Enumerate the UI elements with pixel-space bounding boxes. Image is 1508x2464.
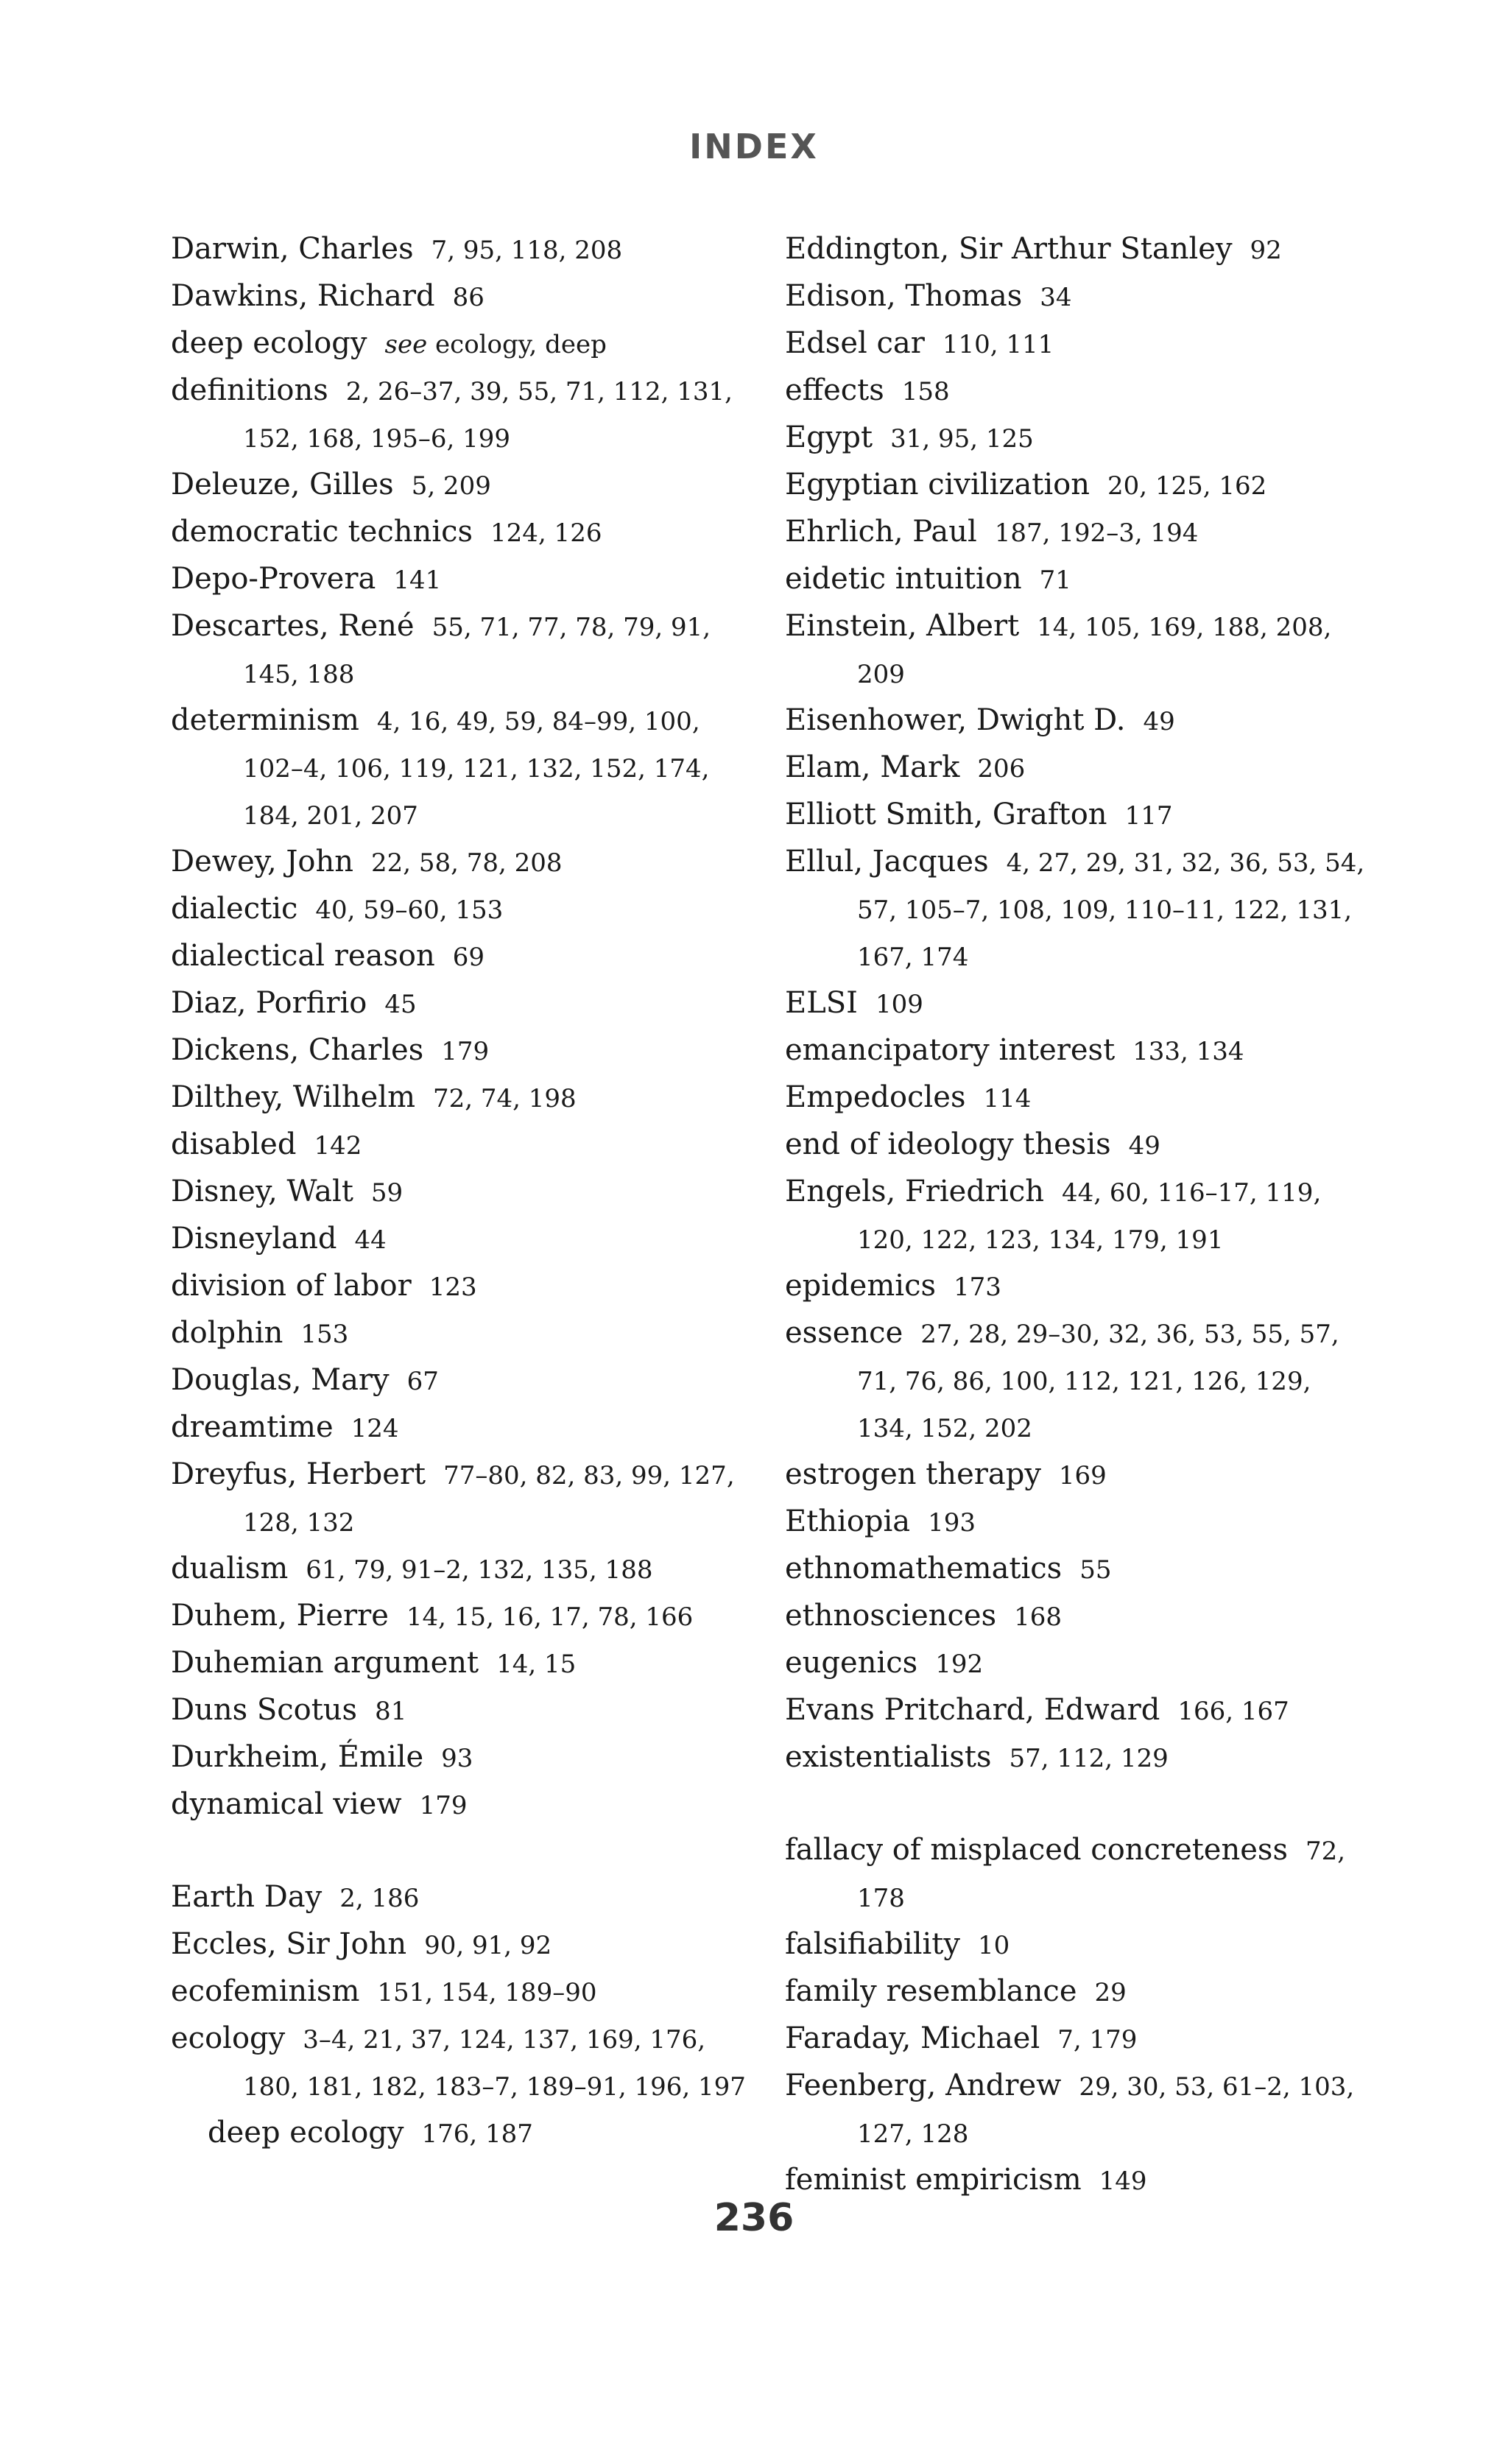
- index-pages: 81: [375, 1697, 407, 1726]
- index-pages: 29: [1094, 1978, 1127, 2007]
- index-column-right: [785, 226, 1374, 2204]
- index-term: Egyptian civilization: [785, 468, 1091, 501]
- index-entry: [171, 462, 760, 509]
- index-pages: 114: [983, 1084, 1032, 1113]
- index-pages: 86: [452, 283, 485, 312]
- index-term: eugenics: [785, 1646, 918, 1680]
- index-pages: 90, 91, 92: [424, 1931, 552, 1960]
- index-term: family resemblance: [785, 1974, 1077, 2008]
- index-term: effects: [785, 373, 884, 407]
- index-pages: 2, 26–37, 39, 55, 71, 112, 131, 152, 168, 195–6, 199: [243, 377, 733, 454]
- index-term: Faraday, Michael: [785, 2021, 1040, 2055]
- index-pages: 151, 154, 189–90: [377, 1978, 597, 2007]
- index-term: Duhem, Pierre: [171, 1599, 389, 1633]
- index-entry: [785, 1546, 1374, 1593]
- index-entry: [171, 1404, 760, 1451]
- index-pages: 169: [1058, 1461, 1107, 1490]
- index-entry: [785, 1310, 1374, 1451]
- index-entry: [785, 226, 1374, 273]
- index-term: Dilthey, Wilhelm: [171, 1080, 416, 1114]
- index-term: ecofeminism: [171, 1974, 360, 2008]
- index-term: Duns Scotus: [171, 1693, 358, 1727]
- index-pages: 176, 187: [421, 2119, 533, 2149]
- index-entry: [171, 509, 760, 556]
- page-number: 236: [714, 2196, 794, 2240]
- index-entry: [171, 2016, 760, 2110]
- index-term: ethnosciences: [785, 1599, 997, 1633]
- index-entry: [785, 1074, 1374, 1122]
- index-entry: [171, 839, 760, 886]
- index-entry: [171, 1027, 760, 1074]
- index-term: Dickens, Charles: [171, 1033, 424, 1067]
- index-term: Eddington, Sir Arthur Stanley: [785, 232, 1233, 266]
- index-entry: [785, 1827, 1374, 1921]
- index-term: Feenberg, Andrew: [785, 2069, 1062, 2102]
- index-entry: [785, 2063, 1374, 2157]
- index-column-left: [171, 226, 760, 2157]
- index-term: Dawkins, Richard: [171, 279, 435, 313]
- index-pages: 4, 16, 49, 59, 84–99, 100, 102–4, 106, 119, 121, 132, 152, 174, 184, 201, 207: [243, 707, 710, 831]
- index-term: dynamical view: [171, 1787, 402, 1821]
- index-term: Egypt: [785, 420, 873, 454]
- index-pages: 153: [300, 1320, 349, 1349]
- index-entry: [785, 367, 1374, 415]
- index-term: Einstein, Albert: [785, 609, 1020, 643]
- index-pages: 93: [441, 1744, 473, 1773]
- index-entry: [785, 1734, 1374, 1781]
- index-entry: [171, 1310, 760, 1357]
- index-term: Eisenhower, Dwight D.: [785, 703, 1126, 737]
- index-term: determinism: [171, 703, 359, 737]
- index-entry: [785, 1027, 1374, 1074]
- index-term: eidetic intuition: [785, 562, 1022, 596]
- index-pages: 192: [935, 1650, 984, 1679]
- index-entry: [171, 1968, 760, 2016]
- index-term: Ellul, Jacques: [785, 845, 989, 879]
- index-term: Duhemian argument: [171, 1646, 479, 1680]
- index-pages: 20, 125, 162: [1107, 471, 1267, 501]
- index-pages: 3–4, 21, 37, 124, 137, 169, 176, 180, 181, 182, 183–7, 189–91, 196, 197: [243, 2025, 746, 2102]
- index-pages: 55, 71, 77, 78, 79, 91, 145, 188: [243, 613, 711, 689]
- index-pages: 55: [1079, 1555, 1112, 1585]
- index-entry: [171, 1734, 760, 1781]
- index-pages: 123: [429, 1273, 477, 1302]
- index-entry: [171, 1216, 760, 1263]
- index-pages: 27, 28, 29–30, 32, 36, 53, 55, 57, 71, 76, 86, 100, 112, 121, 126, 129, 134, 152, 202: [857, 1320, 1339, 1443]
- index-pages: 69: [452, 943, 485, 972]
- index-entry: [171, 1169, 760, 1216]
- index-entry: [785, 556, 1374, 603]
- index-term: Edsel car: [785, 326, 925, 360]
- index-term: Elam, Mark: [785, 750, 960, 784]
- index-term: Engels, Friedrich: [785, 1175, 1045, 1208]
- index-entry: [171, 320, 760, 367]
- index-pages: 45: [384, 990, 417, 1019]
- index-entry: [171, 556, 760, 603]
- index-term: definitions: [171, 373, 328, 407]
- index-entry: [785, 273, 1374, 320]
- index-entry: [171, 1074, 760, 1122]
- index-term: Evans Pritchard, Edward: [785, 1693, 1160, 1727]
- index-entry: [171, 367, 760, 462]
- index-pages: 173: [954, 1273, 1001, 1302]
- index-term: Douglas, Mary: [171, 1363, 390, 1397]
- index-pages: 72, 178: [857, 1837, 1346, 1913]
- index-see-label: see: [384, 330, 428, 359]
- index-pages: 7, 95, 118, 208: [431, 236, 623, 265]
- index-entry: [171, 603, 760, 697]
- index-entry: [171, 273, 760, 320]
- index-pages: 206: [977, 754, 1026, 784]
- index-pages: 44, 60, 116–17, 119, 120, 122, 123, 134, 179, 191: [857, 1178, 1322, 1255]
- index-entry: [785, 1263, 1374, 1310]
- index-pages: 179: [441, 1037, 490, 1066]
- index-term: Dreyfus, Herbert: [171, 1457, 426, 1491]
- index-entry: [171, 980, 760, 1027]
- index-term: Darwin, Charles: [171, 232, 414, 266]
- index-term: deep ecology: [171, 326, 367, 360]
- index-entry: [785, 1122, 1374, 1169]
- index-term: Disneyland: [171, 1222, 337, 1256]
- index-entry: [171, 933, 760, 980]
- index-term: dialectic: [171, 892, 298, 926]
- index-entry: [171, 226, 760, 273]
- index-pages: 109: [875, 990, 923, 1019]
- index-pages: 22, 58, 78, 208: [371, 848, 563, 878]
- index-entry: [171, 1874, 760, 1921]
- index-pages: 49: [1128, 1131, 1160, 1161]
- index-pages: 67: [406, 1367, 439, 1396]
- index-pages: 57, 112, 129: [1009, 1744, 1169, 1773]
- index-term: Ethiopia: [785, 1504, 911, 1538]
- index-entry: [785, 1499, 1374, 1546]
- index-term: disabled: [171, 1127, 297, 1161]
- index-term: Empedocles: [785, 1080, 966, 1114]
- index-entry: [785, 839, 1374, 980]
- index-pages: 124: [350, 1414, 399, 1443]
- index-pages: 5, 209: [411, 471, 491, 501]
- index-pages: 110, 111: [942, 330, 1054, 359]
- index-term: Earth Day: [171, 1880, 323, 1914]
- index-term: Disney, Walt: [171, 1175, 353, 1208]
- index-term: estrogen therapy: [785, 1457, 1041, 1491]
- index-pages: 92: [1250, 236, 1282, 265]
- index-term: fallacy of misplaced concreteness: [785, 1833, 1288, 1867]
- index-pages: 193: [928, 1508, 976, 1538]
- index-pages: 31, 95, 125: [890, 424, 1034, 454]
- index-pages: 10: [977, 1931, 1010, 1960]
- index-entry: [785, 1921, 1374, 1968]
- index-pages: 149: [1099, 2166, 1147, 2196]
- index-entry: [785, 792, 1374, 839]
- index-term: Diaz, Porfirio: [171, 986, 367, 1020]
- index-term: deep ecology: [208, 2116, 404, 2150]
- index-entry: [171, 1451, 760, 1546]
- index-entry: [171, 1687, 760, 1734]
- index-pages: 49: [1143, 707, 1175, 736]
- index-pages: 72, 74, 198: [433, 1084, 577, 1113]
- index-entry: [171, 1546, 760, 1593]
- index-pages: 29, 30, 53, 61–2, 103, 127, 128: [857, 2072, 1355, 2149]
- index-term: Descartes, René: [171, 609, 415, 643]
- index-term: end of ideology thesis: [785, 1127, 1111, 1161]
- index-entry: [171, 1640, 760, 1687]
- index-pages: 44: [354, 1225, 387, 1255]
- index-term: Dewey, John: [171, 845, 354, 879]
- index-term: falsifiability: [785, 1927, 960, 1961]
- index-pages: 14, 105, 169, 188, 208, 209: [857, 613, 1332, 689]
- index-pages: 187, 192–3, 194: [994, 518, 1199, 548]
- index-entry: [785, 1451, 1374, 1499]
- index-term: dreamtime: [171, 1410, 334, 1444]
- index-term: epidemics: [785, 1269, 936, 1303]
- index-pages: 71: [1039, 566, 1071, 595]
- index-entry: [171, 1781, 760, 1828]
- index-term: democratic technics: [171, 515, 473, 549]
- index-term: Elliott Smith, Grafton: [785, 798, 1107, 831]
- index-entry: [785, 415, 1374, 462]
- index-entry: [171, 886, 760, 933]
- index-term: dualism: [171, 1552, 289, 1585]
- index-entry: [785, 462, 1374, 509]
- index-pages: 14, 15: [496, 1650, 577, 1679]
- index-entry: [785, 509, 1374, 556]
- index-term: ecology: [171, 2021, 286, 2055]
- index-term: Edison, Thomas: [785, 279, 1023, 313]
- index-entry: [785, 697, 1374, 745]
- index-pages: 2, 186: [339, 1884, 420, 1913]
- index-pages: 59: [370, 1178, 404, 1208]
- index-pages: 77–80, 82, 83, 99, 127, 128, 132: [243, 1461, 735, 1538]
- index-term: Ehrlich, Paul: [785, 515, 977, 549]
- index-term: ELSI: [785, 986, 858, 1020]
- index-entry: [171, 1921, 760, 1968]
- index-pages: 61, 79, 91–2, 132, 135, 188: [306, 1555, 653, 1585]
- index-pages: 7, 179: [1057, 2025, 1138, 2055]
- index-pages: 34: [1040, 283, 1072, 312]
- index-term: Depo-Provera: [171, 562, 376, 596]
- index-pages: 14, 15, 16, 17, 78, 166: [406, 1602, 694, 1632]
- index-term: ethnomathematics: [785, 1552, 1063, 1585]
- index-entry: [785, 1593, 1374, 1640]
- index-term: Eccles, Sir John: [171, 1927, 407, 1961]
- index-term: dolphin: [171, 1316, 283, 1350]
- index-entry: [171, 697, 760, 839]
- index-pages: 40, 59–60, 153: [315, 895, 504, 925]
- page-header: INDEX: [689, 127, 819, 166]
- index-entry: [785, 980, 1374, 1027]
- index-see-reference: [367, 330, 607, 359]
- index-subentry: [171, 2110, 760, 2157]
- index-entry: [171, 1357, 760, 1404]
- index-entry: [785, 1968, 1374, 2016]
- index-pages: 133, 134: [1132, 1037, 1244, 1066]
- index-term: essence: [785, 1316, 903, 1350]
- index-term: feminist empiricism: [785, 2163, 1082, 2197]
- index-entry: [785, 2016, 1374, 2063]
- index-entry: [785, 1169, 1374, 1263]
- index-term: Deleuze, Gilles: [171, 468, 394, 501]
- index-pages: 166, 167: [1177, 1697, 1289, 1726]
- index-pages: 141: [393, 566, 442, 595]
- index-pages: 142: [314, 1131, 362, 1161]
- index-term: Durkheim, Émile: [171, 1740, 424, 1774]
- index-pages: 168: [1014, 1602, 1063, 1632]
- index-term: emancipatory interest: [785, 1033, 1116, 1067]
- index-entry: [171, 1593, 760, 1640]
- index-entry: [171, 1263, 760, 1310]
- index-pages: 158: [901, 377, 950, 406]
- index-entry: [785, 603, 1374, 697]
- index-entry: [785, 320, 1374, 367]
- index-entry: [785, 1687, 1374, 1734]
- index-entry: [785, 1640, 1374, 1687]
- index-pages: 124, 126: [490, 518, 602, 548]
- index-term: existentialists: [785, 1740, 992, 1774]
- index-entry: [785, 745, 1374, 792]
- index-pages: 117: [1124, 801, 1173, 831]
- index-pages: 179: [419, 1791, 468, 1820]
- index-entry: [171, 1122, 760, 1169]
- index-pages: 4, 27, 29, 31, 32, 36, 53, 54, 57, 105–7, 108, 109, 110–11, 122, 131, 167, 174: [857, 848, 1365, 972]
- index-term: division of labor: [171, 1269, 412, 1303]
- index-see-target: ecology, deep: [435, 330, 607, 359]
- index-term: dialectical reason: [171, 939, 435, 973]
